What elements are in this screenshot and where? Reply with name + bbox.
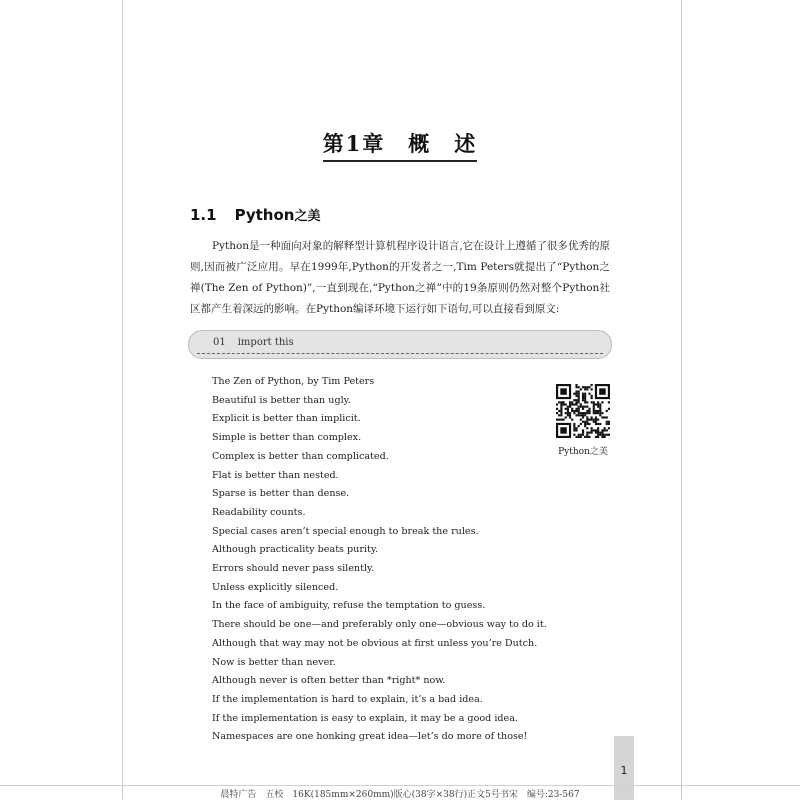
zen-line: Readability counts. — [212, 506, 306, 518]
zen-line: If the implementation is easy to explain, it may be a good idea. — [212, 712, 518, 724]
code-divider — [197, 353, 603, 354]
zen-line: Although practicality beats purity. — [212, 544, 379, 556]
zen-line: Unless explicitly silenced. — [212, 581, 339, 593]
code-line-number: 01 — [213, 337, 226, 348]
zen-line: Errors should never pass silently. — [212, 563, 375, 575]
zen-line: Sparse is better than dense. — [212, 488, 350, 500]
zen-line: If the implementation is hard to explain, it’s a bad idea. — [212, 693, 483, 705]
qr-caption: Python之美 — [558, 447, 608, 457]
zen-line: The Zen of Python, by Tim Peters — [212, 376, 375, 387]
zen-line: Beautiful is better than ugly. — [212, 394, 351, 406]
code-line — [213, 337, 294, 348]
zen-line: Although that way may not be obvious at first unless you’re Dutch. — [212, 637, 538, 649]
code-block — [188, 330, 612, 359]
zen-output — [212, 373, 552, 747]
zen-line: Special cases aren’t special enough to break the rules. — [212, 525, 479, 537]
page-number: 1 — [620, 764, 628, 777]
chapter-title-text: 第1章 概 述 — [323, 128, 478, 162]
zen-line: Flat is better than nested. — [212, 469, 339, 481]
section-title-latin: Python — [234, 206, 295, 224]
qr-code-icon[interactable] — [556, 384, 610, 438]
zen-line: Simple is better than complex. — [212, 432, 362, 444]
chapter-title — [0, 128, 800, 162]
zen-line: Explicit is better than implicit. — [212, 413, 361, 425]
print-footer: 晨特广告 五校 16K(185mm×260mm)版心(38字×38行)正文5号书宋 编号:23-567 — [0, 785, 800, 800]
section-heading — [190, 205, 320, 224]
code-text: import this — [237, 337, 294, 348]
section-number: 1.1 — [190, 206, 217, 224]
zen-line: Namespaces are one honking great idea—let’s do more of those! — [212, 731, 528, 743]
zen-line: There should be one—and preferably only one—obvious way to do it. — [212, 619, 547, 631]
intro-paragraph: Python是一种面向对象的解释型计算机程序设计语言,它在设计上遵循了很多优秀的原则,因而被广泛应用。早在1999年,Python的开发者之一,Tim Peters就提出了“Python之禅(The Zen of Python)”,一直到现在,“Python之禅”中的19条原则仍然对整个Python社区都产生着深远的影响。在Python编译环境下运行如下语句,可以直接看到原文: — [190, 240, 610, 315]
zen-line: In the face of ambiguity, refuse the temptation to guess. — [212, 600, 486, 612]
zen-line: Complex is better than complicated. — [212, 450, 389, 462]
zen-line: Although never is often better than *right* now. — [212, 675, 446, 687]
zen-line: Now is better than never. — [212, 656, 336, 668]
section-title-cn: 之美 — [294, 209, 321, 224]
